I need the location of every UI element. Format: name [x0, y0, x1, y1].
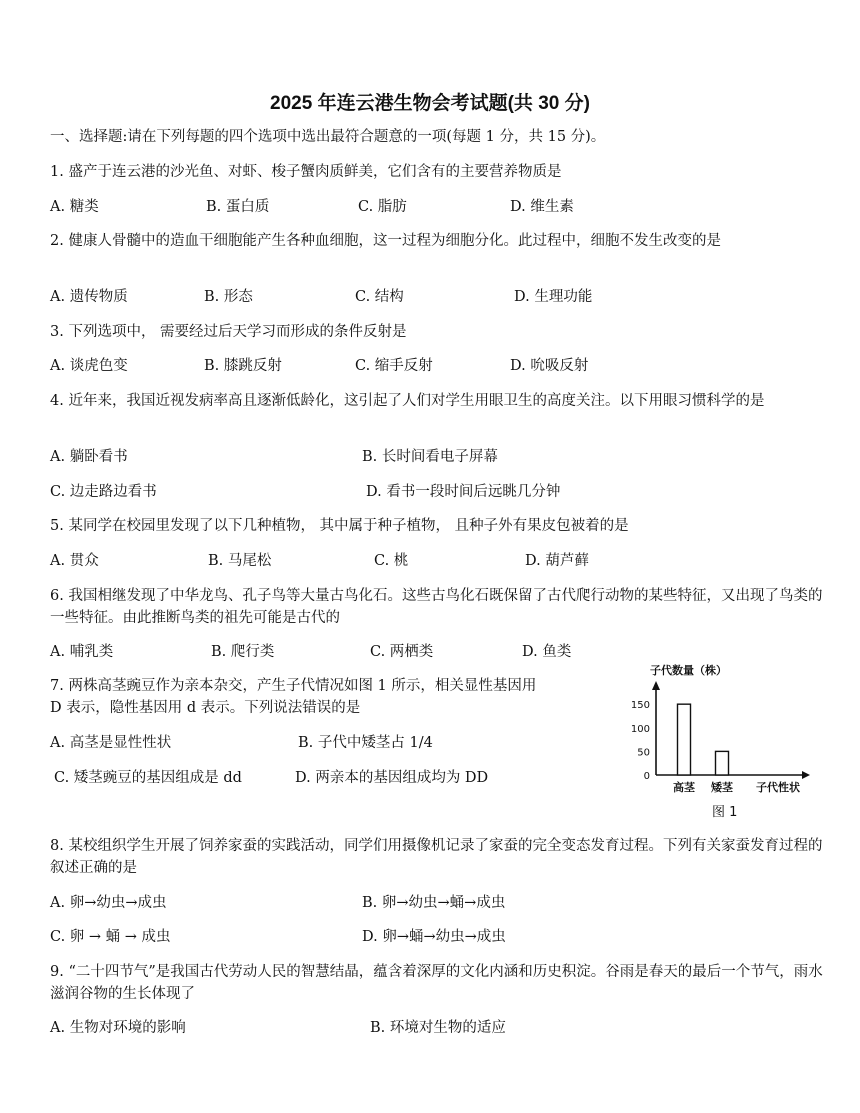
q2-option-b: B. 形态 [204, 289, 253, 305]
bar-2 [716, 751, 729, 775]
q9-option-b: B. 环境对生物的适应 [370, 1020, 506, 1036]
x-category-label: 高茎 [673, 781, 695, 794]
figure-1-caption: 图 1 [712, 805, 738, 820]
q2-option-a: A. 遗传物质 [50, 289, 128, 305]
y-tick-label: 150 [630, 700, 650, 712]
question-1-stem: 1. 盛产于连云港的沙光鱼、对虾、梭子蟹肉质鲜美，它们含有的主要营养物质是 [50, 164, 562, 180]
q3-option-a: A. 谈虎色变 [50, 358, 128, 374]
chart-y-ticks [631, 700, 650, 782]
x-axis-arrow [802, 771, 810, 779]
y-tick-label: 0 [643, 771, 650, 782]
q5-option-d: D. 葫芦藓 [525, 553, 589, 569]
y-tick-label: 50 [637, 747, 650, 759]
q8-option-b: B. 卵→幼虫→蛹→成虫 [362, 895, 506, 911]
q6-option-b: B. 爬行类 [211, 644, 275, 660]
q3-option-d: D. 吮吸反射 [510, 358, 589, 374]
chart-y-axis-label: 子代数量（株） [650, 664, 727, 677]
chart-bars [678, 704, 729, 775]
question-4-stem: 4. 近年来，我国近视发病率高且逐渐低龄化，这引起了人们对学生用眼卫生的高度关注。以下用眼习惯科学的是 [50, 393, 765, 409]
q8-option-d: D. 卵→蛹→幼虫→成虫 [362, 929, 506, 945]
q1-option-c: C. 脂肪 [358, 199, 407, 215]
q2-option-d: D. 生理功能 [514, 289, 593, 305]
q7-option-d: D. 两亲本的基因组成均为 DD [295, 770, 489, 786]
question-2-stem: 2. 健康人骨髓中的造血干细胞能产生各种血细胞，这一过程为细胞分化。此过程中，细胞不发生改变的是 [50, 233, 721, 249]
q5-option-b: B. 马尾松 [208, 553, 272, 569]
question-8-stem: 8. 某校组织学生开展了饲养家蚕的实践活动，同学们用摄像机记录了家蚕的完全变态发育过程。下列有关家蚕发育过程的叙述正确的是 [50, 838, 823, 876]
question-7-stem-line-2: D 表示，隐性基因用 d 表示。下列说法错误的是 [50, 700, 361, 716]
question-3-stem: 3. 下列选项中， 需要经过后天学习而形成的条件反射是 [50, 324, 407, 340]
chart-axes [652, 681, 810, 779]
q1-option-d: D. 维生素 [510, 199, 574, 215]
q4-option-b: B. 长时间看电子屏幕 [362, 449, 498, 465]
q7-option-a: A. 高茎是显性性状 [50, 735, 172, 751]
question-5-stem: 5. 某同学在校园里发现了以下几种植物， 其中属于种子植物， 且种子外有果皮包被着的是 [50, 518, 629, 534]
q6-option-d: D. 鱼类 [522, 644, 572, 660]
q4-option-a: A. 躺卧看书 [50, 449, 128, 465]
q1-option-b: B. 蛋白质 [206, 199, 270, 215]
q4-option-d: D. 看书一段时间后远眺几分钟 [366, 484, 561, 500]
q9-option-a: A. 生物对环境的影响 [50, 1020, 186, 1036]
q6-option-c: C. 两栖类 [370, 644, 434, 660]
question-9-stem: 9. “二十四节气”是我国古代劳动人民的智慧结晶，蕴含着深厚的文化内涵和历史积淀。谷雨是春天的最后一个节气，雨水滋润谷物的生长体现了 [50, 964, 823, 1002]
q7-option-b: B. 子代中矮茎占 1/4 [298, 735, 433, 751]
q4-option-c: C. 边走路边看书 [50, 484, 157, 500]
q3-option-b: B. 膝跳反射 [204, 358, 282, 374]
section-heading: 一、选择题:请在下列每题的四个选项中选出最符合题意的一项(每题 1 分，共 15 分)。 [50, 129, 606, 145]
q5-option-c: C. 桃 [374, 553, 409, 569]
question-7-stem-line-1: 7. 两株高茎豌豆作为亲本杂交，产生子代情况如图 1 所示，相关显性基因用 [50, 678, 537, 694]
y-tick-label: 100 [630, 723, 650, 735]
x-category-label: 矮茎 [711, 781, 733, 794]
chart-x-categories [673, 780, 734, 794]
y-axis-arrow [652, 681, 660, 690]
q6-option-a: A. 哺乳类 [50, 644, 114, 660]
page-title: 2025 年连云港生物会考试题(共 30 分) [270, 93, 590, 114]
q8-option-c: C. 卵 → 蛹 → 成虫 [50, 929, 171, 945]
q1-option-a: A. 糖类 [50, 199, 99, 215]
q8-option-a: A. 卵→幼虫→成虫 [50, 895, 167, 911]
bar-1 [678, 704, 691, 775]
q2-option-c: C. 结构 [355, 289, 404, 305]
q7-option-c: C. 矮茎豌豆的基因组成是 dd [54, 770, 242, 786]
figure-1-bar-chart [618, 660, 818, 820]
q3-option-c: C. 缩手反射 [355, 358, 433, 374]
q5-option-a: A. 贯众 [50, 553, 99, 569]
question-6-stem: 6. 我国相继发现了中华龙鸟、孔子鸟等大量古鸟化石。这些古鸟化石既保留了古代爬行动物的某些特征，又出现了鸟类的一些特征。由此推断鸟类的祖先可能是古代的 [50, 588, 823, 626]
chart-x-axis-label: 子代性状 [756, 781, 800, 794]
